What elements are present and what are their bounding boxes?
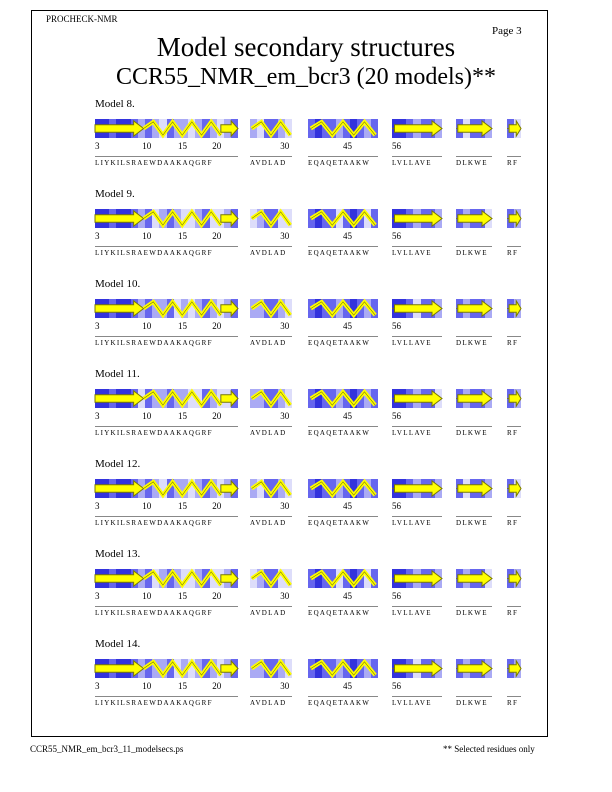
residue-number: 10 [142, 501, 152, 511]
strand-arrow [95, 661, 144, 676]
sequence-text: LVLLAVE [392, 159, 432, 167]
secondary-structure-glyph [456, 479, 492, 498]
sequence-underline [308, 156, 378, 157]
sequence-underline [95, 246, 238, 247]
structure-track-helix [308, 569, 378, 588]
secondary-structure-glyph [507, 389, 521, 408]
strand-arrow [458, 301, 492, 316]
structure-track-strand [392, 299, 442, 318]
helix-zigzag [144, 212, 221, 225]
structure-track-strand [456, 659, 492, 678]
sequence-underline [250, 336, 292, 337]
secondary-structure-glyph [95, 119, 238, 138]
secondary-structure-glyph [507, 659, 521, 678]
structure-track-strand [392, 389, 442, 408]
sequence-underline [308, 246, 378, 247]
secondary-structure-glyph [507, 569, 521, 588]
sequence-underline [392, 156, 442, 157]
model-label: Model 10. [95, 278, 141, 290]
structure-track-strand [507, 659, 521, 678]
sequence-text: AVDLAD [250, 699, 287, 707]
sequence-underline [507, 516, 521, 517]
page-subtitle: CCR55_NMR_em_bcr3 (20 models)** [116, 64, 496, 90]
residue-number: 56 [392, 141, 401, 151]
secondary-structure-glyph [250, 299, 292, 318]
sequence-underline [250, 246, 292, 247]
sequence-underline [308, 606, 378, 607]
sequence-text: EQAQETAAKW [308, 699, 371, 707]
structure-track-strand-helix [95, 479, 238, 498]
strand-arrow [509, 481, 521, 496]
structure-track-strand [392, 659, 442, 678]
sequence-text: RF [507, 159, 519, 167]
strand-arrow [95, 121, 144, 136]
program-name: PROCHECK-NMR [46, 14, 118, 24]
secondary-structure-glyph [456, 389, 492, 408]
strand-arrow [509, 301, 521, 316]
helix-zigzag [311, 662, 375, 675]
helix-zigzag [311, 122, 375, 135]
sequence-underline [507, 246, 521, 247]
sequence-text: LIYKILSRAEWDAAKAQGRF [95, 519, 213, 527]
sequence-text: LVLLAVE [392, 519, 432, 527]
structure-track-helix [308, 299, 378, 318]
sequence-text: LIYKILSRAEWDAAKAQGRF [95, 159, 213, 167]
strand-arrow [221, 211, 238, 226]
residue-number: 30 [280, 501, 290, 511]
secondary-structure-glyph [250, 479, 292, 498]
secondary-structure-glyph [308, 119, 378, 138]
sequence-text: RF [507, 429, 519, 437]
helix-zigzag [311, 392, 375, 405]
residue-number: 20 [212, 141, 222, 151]
strand-arrow [458, 481, 492, 496]
sequence-underline [507, 606, 521, 607]
structure-track-strand [456, 569, 492, 588]
sequence-underline [250, 426, 292, 427]
helix-zigzag [311, 302, 375, 315]
secondary-structure-glyph [392, 479, 442, 498]
sequence-underline [95, 606, 238, 607]
sequence-underline [95, 426, 238, 427]
structure-track-helix [250, 209, 292, 228]
secondary-structure-glyph [392, 209, 442, 228]
helix-zigzag [252, 572, 291, 585]
sequence-text: LIYKILSRAEWDAAKAQGRF [95, 609, 213, 617]
secondary-structure-glyph [507, 479, 521, 498]
model-block [0, 368, 612, 458]
strand-arrow [395, 211, 443, 226]
sequence-text: EQAQETAAKW [308, 249, 371, 257]
helix-zigzag [144, 392, 221, 405]
model-label: Model 8. [95, 98, 135, 110]
secondary-structure-glyph [456, 569, 492, 588]
sequence-text: RF [507, 519, 519, 527]
secondary-structure-glyph [308, 569, 378, 588]
residue-number: 3 [95, 411, 100, 421]
secondary-structure-glyph [308, 479, 378, 498]
model-block [0, 638, 612, 728]
structure-track-helix [250, 119, 292, 138]
model-label: Model 14. [95, 638, 141, 650]
secondary-structure-glyph [95, 389, 238, 408]
sequence-underline [456, 336, 492, 337]
footer-note: ** Selected residues only [443, 744, 535, 754]
residue-number: 30 [280, 141, 290, 151]
residue-number: 56 [392, 681, 401, 691]
helix-zigzag [252, 212, 291, 225]
residue-number: 3 [95, 141, 100, 151]
residue-number: 3 [95, 591, 100, 601]
sequence-underline [507, 696, 521, 697]
sequence-text: EQAQETAAKW [308, 159, 371, 167]
residue-number: 30 [280, 321, 290, 331]
residue-number: 30 [280, 591, 290, 601]
residue-number: 20 [212, 501, 222, 511]
residue-number: 45 [343, 681, 352, 691]
sequence-underline [456, 606, 492, 607]
secondary-structure-glyph [250, 389, 292, 408]
sequence-underline [392, 696, 442, 697]
helix-zigzag [144, 572, 221, 585]
sequence-underline [456, 426, 492, 427]
strand-arrow [458, 571, 492, 586]
structure-track-strand-helix [95, 209, 238, 228]
residue-number: 10 [142, 411, 152, 421]
residue-number: 56 [392, 591, 401, 601]
secondary-structure-glyph [308, 209, 378, 228]
secondary-structure-glyph [308, 389, 378, 408]
strand-arrow [95, 211, 144, 226]
residue-number: 20 [212, 681, 222, 691]
helix-zigzag [252, 392, 291, 405]
residue-number: 45 [343, 591, 352, 601]
sequence-underline [250, 516, 292, 517]
sequence-text: LVLLAVE [392, 699, 432, 707]
strand-arrow [458, 211, 492, 226]
residue-number: 45 [343, 501, 352, 511]
sequence-underline [95, 336, 238, 337]
structure-track-strand-helix [95, 569, 238, 588]
strand-arrow [509, 121, 521, 136]
model-label: Model 9. [95, 188, 135, 200]
helix-zigzag [144, 122, 221, 135]
strand-arrow [458, 121, 492, 136]
secondary-structure-glyph [250, 119, 292, 138]
strand-arrow [221, 661, 238, 676]
structure-track-strand [456, 479, 492, 498]
model-label: Model 11. [95, 368, 140, 380]
sequence-text: EQAQETAAKW [308, 609, 371, 617]
secondary-structure-glyph [507, 299, 521, 318]
structure-track-strand [507, 479, 521, 498]
sequence-text: AVDLAD [250, 609, 287, 617]
sequence-text: RF [507, 609, 519, 617]
strand-arrow [395, 571, 443, 586]
structure-track-helix [308, 389, 378, 408]
residue-number: 56 [392, 231, 401, 241]
sequence-underline [308, 516, 378, 517]
strand-arrow [395, 121, 443, 136]
structure-track-helix [250, 569, 292, 588]
secondary-structure-glyph [250, 659, 292, 678]
structure-track-strand [507, 119, 521, 138]
residue-number: 30 [280, 231, 290, 241]
residue-number: 45 [343, 141, 352, 151]
sequence-text: AVDLAD [250, 159, 287, 167]
sequence-underline [95, 696, 238, 697]
sequence-underline [507, 336, 521, 337]
model-block [0, 458, 612, 548]
sequence-text: DLKWE [456, 429, 488, 437]
sequence-underline [392, 336, 442, 337]
sequence-text: AVDLAD [250, 339, 287, 347]
helix-zigzag [252, 122, 291, 135]
sequence-text: LVLLAVE [392, 609, 432, 617]
sequence-underline [456, 156, 492, 157]
secondary-structure-glyph [456, 659, 492, 678]
residue-number: 10 [142, 681, 152, 691]
helix-zigzag [144, 302, 221, 315]
secondary-structure-glyph [392, 299, 442, 318]
strand-arrow [458, 391, 492, 406]
helix-zigzag [311, 212, 375, 225]
strand-arrow [395, 481, 443, 496]
sequence-underline [392, 246, 442, 247]
helix-zigzag [144, 662, 221, 675]
residue-number: 10 [142, 591, 152, 601]
sequence-text: DLKWE [456, 159, 488, 167]
helix-zigzag [311, 572, 375, 585]
secondary-structure-glyph [250, 569, 292, 588]
sequence-text: DLKWE [456, 339, 488, 347]
helix-zigzag [252, 662, 291, 675]
residue-number: 45 [343, 411, 352, 421]
structure-track-strand [456, 209, 492, 228]
model-block [0, 98, 612, 188]
sequence-text: AVDLAD [250, 249, 287, 257]
sequence-underline [456, 246, 492, 247]
sequence-underline [507, 156, 521, 157]
strand-arrow [395, 301, 443, 316]
helix-zigzag [252, 302, 291, 315]
residue-number: 30 [280, 681, 290, 691]
model-block [0, 188, 612, 278]
residue-number: 3 [95, 501, 100, 511]
strand-arrow [509, 571, 521, 586]
sequence-text: AVDLAD [250, 429, 287, 437]
strand-arrow [221, 301, 238, 316]
sequence-text: LIYKILSRAEWDAAKAQGRF [95, 429, 213, 437]
strand-arrow [221, 391, 238, 406]
structure-track-strand-helix [95, 389, 238, 408]
sequence-underline [507, 426, 521, 427]
sequence-text: LVLLAVE [392, 339, 432, 347]
sequence-text: LIYKILSRAEWDAAKAQGRF [95, 249, 213, 257]
structure-track-strand-helix [95, 119, 238, 138]
residue-number: 20 [212, 321, 222, 331]
sequence-text: EQAQETAAKW [308, 429, 371, 437]
structure-track-strand [507, 569, 521, 588]
strand-arrow [95, 481, 144, 496]
residue-number: 20 [212, 411, 222, 421]
residue-number: 15 [177, 681, 187, 691]
sequence-underline [95, 516, 238, 517]
secondary-structure-glyph [308, 659, 378, 678]
residue-number: 15 [177, 591, 187, 601]
residue-number: 15 [177, 231, 187, 241]
secondary-structure-glyph [392, 659, 442, 678]
sequence-text: LIYKILSRAEWDAAKAQGRF [95, 339, 213, 347]
helix-zigzag [311, 482, 375, 495]
structure-track-helix [250, 299, 292, 318]
secondary-structure-glyph [456, 119, 492, 138]
sequence-underline [456, 516, 492, 517]
secondary-structure-glyph [456, 209, 492, 228]
secondary-structure-glyph [507, 209, 521, 228]
sequence-underline [250, 156, 292, 157]
strand-arrow [458, 661, 492, 676]
sequence-underline [95, 156, 238, 157]
strand-arrow [95, 301, 144, 316]
sequence-text: EQAQETAAKW [308, 519, 371, 527]
structure-track-strand [392, 479, 442, 498]
sequence-text: EQAQETAAKW [308, 339, 371, 347]
secondary-structure-glyph [392, 389, 442, 408]
strand-arrow [221, 121, 238, 136]
model-label: Model 13. [95, 548, 141, 560]
secondary-structure-glyph [392, 119, 442, 138]
strand-arrow [509, 391, 521, 406]
sequence-underline [250, 606, 292, 607]
secondary-structure-glyph [95, 479, 238, 498]
sequence-text: LIYKILSRAEWDAAKAQGRF [95, 699, 213, 707]
residue-number: 45 [343, 231, 352, 241]
sequence-underline [308, 696, 378, 697]
strand-arrow [95, 391, 144, 406]
sequence-text: RF [507, 339, 519, 347]
sequence-text: AVDLAD [250, 519, 287, 527]
model-block [0, 548, 612, 638]
secondary-structure-glyph [456, 299, 492, 318]
secondary-structure-glyph [95, 299, 238, 318]
residue-number: 10 [142, 321, 152, 331]
strand-arrow [509, 661, 521, 676]
sequence-text: DLKWE [456, 249, 488, 257]
model-block [0, 278, 612, 368]
strand-arrow [395, 661, 443, 676]
strand-arrow [221, 571, 238, 586]
sequence-text: LVLLAVE [392, 249, 432, 257]
sequence-text: RF [507, 699, 519, 707]
strand-arrow [221, 481, 238, 496]
page-title: Model secondary structures [156, 32, 456, 62]
residue-number: 10 [142, 141, 152, 151]
structure-track-strand [507, 209, 521, 228]
sequence-underline [308, 426, 378, 427]
residue-number: 30 [280, 411, 290, 421]
sequence-text: LVLLAVE [392, 429, 432, 437]
structure-track-helix [250, 479, 292, 498]
residue-number: 15 [177, 141, 187, 151]
residue-number: 3 [95, 681, 100, 691]
residue-number: 20 [212, 231, 222, 241]
structure-track-strand-helix [95, 299, 238, 318]
residue-number: 15 [177, 321, 187, 331]
secondary-structure-glyph [95, 569, 238, 588]
structure-track-strand [392, 569, 442, 588]
structure-track-helix [308, 479, 378, 498]
residue-number: 3 [95, 231, 100, 241]
secondary-structure-glyph [95, 209, 238, 228]
structure-track-strand [456, 119, 492, 138]
residue-number: 15 [177, 411, 187, 421]
structure-track-strand [456, 299, 492, 318]
secondary-structure-glyph [507, 119, 521, 138]
structure-track-strand [507, 299, 521, 318]
sequence-underline [392, 516, 442, 517]
sequence-underline [456, 696, 492, 697]
structure-track-strand [456, 389, 492, 408]
sequence-text: DLKWE [456, 609, 488, 617]
residue-number: 10 [142, 231, 152, 241]
structure-track-helix [308, 209, 378, 228]
structure-track-strand [392, 209, 442, 228]
residue-number: 56 [392, 411, 401, 421]
residue-number: 45 [343, 321, 352, 331]
structure-track-helix [308, 119, 378, 138]
secondary-structure-glyph [95, 659, 238, 678]
structure-track-strand [392, 119, 442, 138]
strand-arrow [395, 391, 443, 406]
secondary-structure-glyph [308, 299, 378, 318]
sequence-underline [250, 696, 292, 697]
helix-zigzag [144, 482, 221, 495]
structure-track-helix [250, 659, 292, 678]
residue-number: 56 [392, 321, 401, 331]
strand-arrow [95, 571, 144, 586]
sequence-text: DLKWE [456, 699, 488, 707]
helix-zigzag [252, 482, 291, 495]
structure-track-helix [250, 389, 292, 408]
residue-number: 3 [95, 321, 100, 331]
sequence-underline [392, 426, 442, 427]
sequence-underline [308, 336, 378, 337]
sequence-underline [392, 606, 442, 607]
structure-track-strand [507, 389, 521, 408]
page-number: Page 3 [492, 25, 522, 37]
footer-filename: CCR55_NMR_em_bcr3_11_modelsecs.ps [30, 744, 184, 754]
structure-track-strand-helix [95, 659, 238, 678]
secondary-structure-glyph [250, 209, 292, 228]
residue-number: 56 [392, 501, 401, 511]
residue-number: 20 [212, 591, 222, 601]
sequence-text: RF [507, 249, 519, 257]
residue-number: 15 [177, 501, 187, 511]
secondary-structure-glyph [392, 569, 442, 588]
sequence-text: DLKWE [456, 519, 488, 527]
structure-track-helix [308, 659, 378, 678]
strand-arrow [509, 211, 521, 226]
model-label: Model 12. [95, 458, 141, 470]
